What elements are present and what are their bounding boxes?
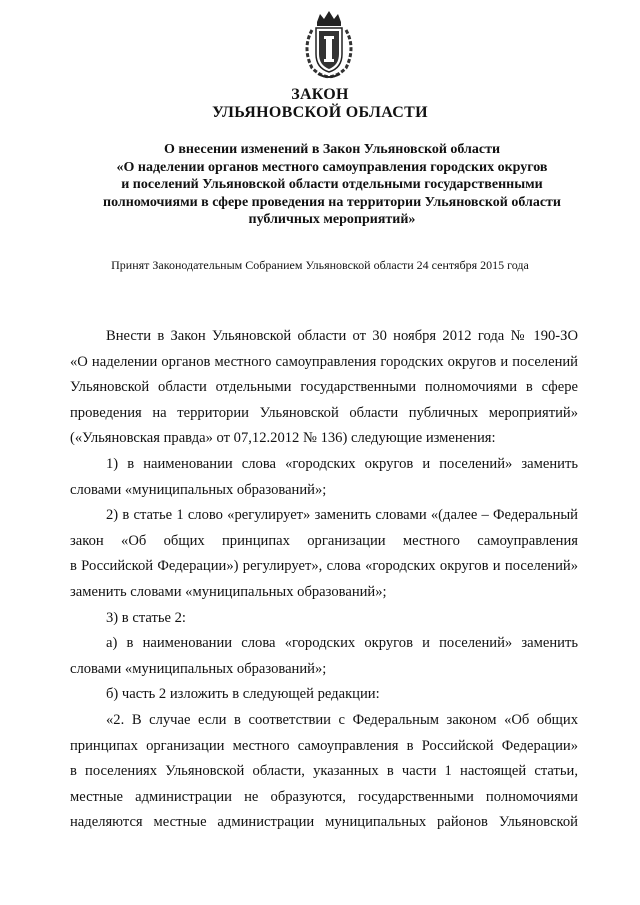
body-line: наделяются местные администрации муниципальных районов Ульяновской bbox=[70, 814, 578, 831]
subtitle-line: публичных мероприятий» bbox=[248, 212, 416, 228]
body-line: «2. В случае если в соответствии с Федеральным законом «Об общих bbox=[106, 711, 578, 728]
adoption-note: Принят Законодательным Собранием Ульяновской области 24 сентября 2015 года bbox=[111, 258, 529, 272]
body-line: 3) в статье 2: bbox=[106, 609, 186, 626]
body-line: закон «Об общих принципах организации местного самоуправления bbox=[70, 532, 578, 549]
subtitle-line: О внесении изменений в Закон Ульяновской области bbox=[163, 142, 501, 157]
body-line: в поселениях Ульяновской области, указанных в части 1 настоящей статьи, bbox=[70, 763, 578, 780]
body-line: б) часть 2 изложить в следующей редакции: bbox=[106, 686, 380, 703]
body-line: 2) в статье 1 слово «регулирует» заменить словами «(далее – Федеральный bbox=[106, 507, 578, 524]
law-body-text bbox=[70, 324, 578, 836]
body-line: Ульяновской области отдельными государственными полномочиями в сфере bbox=[70, 379, 578, 396]
subtitle-line: и поселений Ульяновской области отдельными государственными bbox=[121, 177, 543, 193]
body-line: в Российской Федерации») регулирует», слова «городских округов и поселений» bbox=[70, 558, 578, 575]
body-line: проведения на территории Ульяновской области публичных мероприятий» bbox=[70, 404, 578, 421]
body-line: заменить словами «муниципальных образований»; bbox=[70, 583, 387, 600]
body-line: местные администрации не образуются, государственными полномочиями bbox=[70, 788, 578, 805]
body-line: («Ульяновская правда» от 07,12.2012 № 136) следующие изменения: bbox=[70, 430, 496, 447]
law-title-line-2: УЛЬЯНОВСКОЙ ОБЛАСТИ bbox=[212, 104, 428, 121]
body-line: а) в наименовании слова «городских округов и поселений» заменить bbox=[106, 635, 578, 652]
body-line: Внести в Закон Ульяновской области от 30 ноября 2012 года № 190-ЗО bbox=[106, 328, 578, 344]
body-line: «О наделении органов местного самоуправления городских округов и поселений bbox=[70, 353, 578, 370]
law-subtitle bbox=[90, 141, 574, 229]
body-line: словами «муниципальных образований»; bbox=[70, 481, 327, 498]
body-line: словами «муниципальных образований»; bbox=[70, 660, 327, 677]
coat-of-arms-emblem bbox=[298, 8, 360, 80]
law-title-line-1: ЗАКОН bbox=[291, 86, 349, 103]
subtitle-line: «О наделении органов местного самоуправления городских округов bbox=[116, 159, 548, 175]
body-line: 1) в наименовании слова «городских округов и поселений» заменить bbox=[106, 455, 578, 472]
subtitle-line: полномочиями в сфере проведения на территории Ульяновской области bbox=[103, 194, 561, 210]
body-line: принципах организации местного самоуправления в Российской Федерации» bbox=[70, 737, 578, 754]
